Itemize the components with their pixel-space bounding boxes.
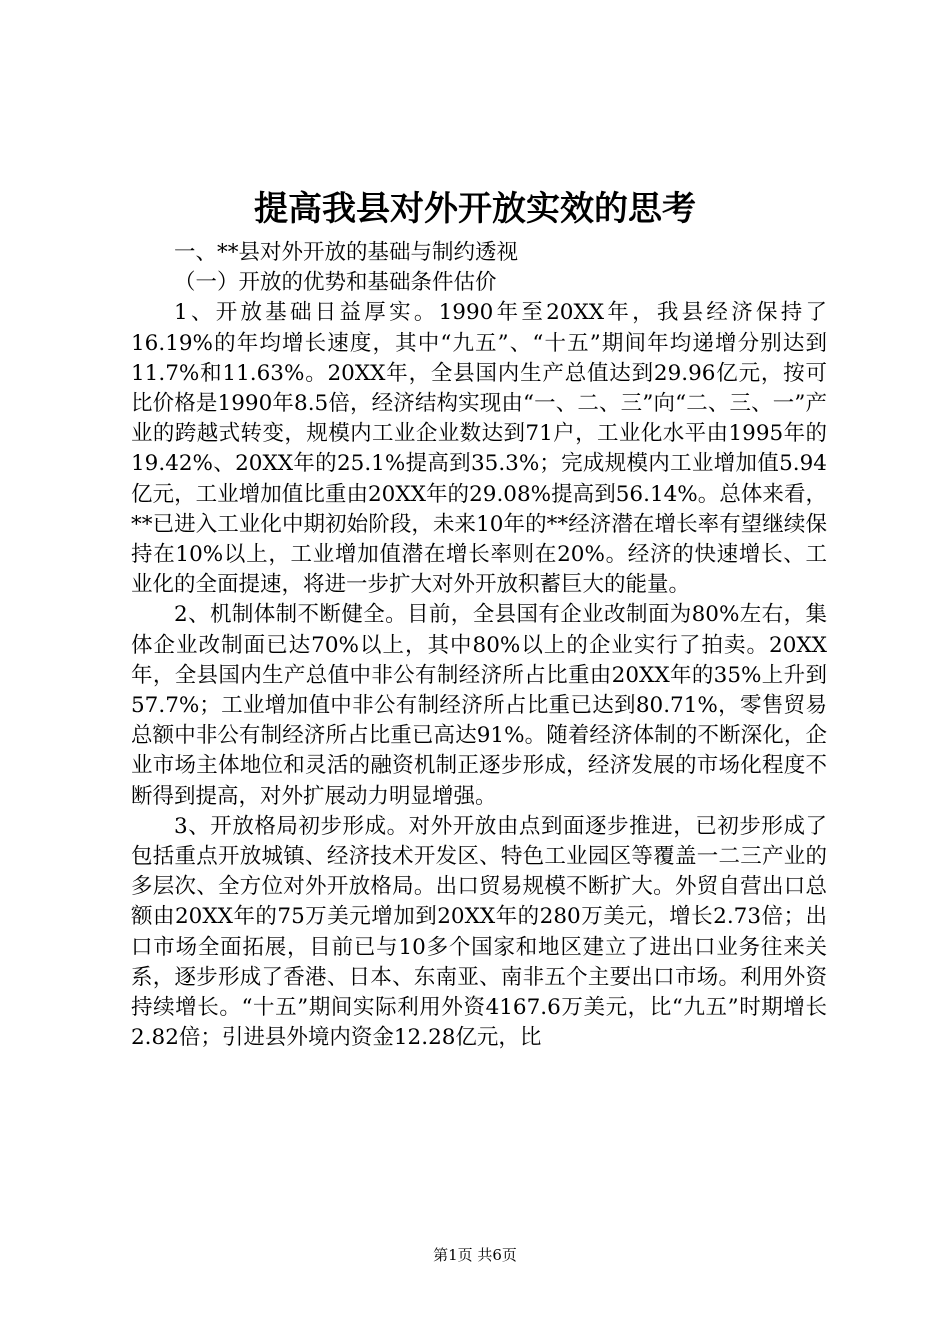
section-heading: 一、**县对外开放的基础与制约透视 (174, 240, 519, 265)
paragraph-3: 3、开放格局初步形成。对外开放由点到面逐步推进，已初步形成了包括重点开放城镇、经济技术开发区、特色工业园区等覆盖一二三产业的多层次、全方位对外开放格局。出口贸易规模不断扩大。外贸自营出口总额由20XX年的75万美元增加到20XX年的280万美元，增长2.73倍；出口市场全面拓展，目前已与10多个国家和地区建立了进出口业务往来关系，逐步形成了香港、日本、东南亚、南非五个主要出口市场。利用外资持续增长。“十五”期间实际利用外资4167.6万美元，比“九五”时期增长2.82倍；引进县外境内资金12.28亿元，比 (131, 813, 827, 1051)
paragraph-1: 1、开放基础日益厚实。1990年至20XX年，我县经济保持了16.19%的年均增长速度，其中“九五”、“十五”期间年均递增分别达到11.7%和11.63%。20XX年，全县国内生产总值达到29.96亿元，按可比价格是1990年8.5倍，经济结构实现由“一、二、三”向“二、三、一”产业的跨越式转变，规模内工业企业数达到71户，工业化水平由1995年的19.42%、20XX年的25.1%提高到35.3%；完成规模内工业增加值5.94亿元，工业增加值比重由20XX年的29.08%提高到56.14%。总体来看，**已进入工业化中期初始阶段，未来10年的**经济潜在增长率有望继续保持在10%以上，工业增加值潜在增长率则在20%。经济的快速增长、工业化的全面提速，将进一步扩大对外开放积蓄巨大的能量。 (131, 300, 827, 598)
document-title: 提高我县对外开放实效的思考 (254, 189, 696, 229)
page-footer: 第1页 共6页 (433, 1246, 517, 1264)
document-body (131, 238, 827, 1053)
paragraph-2: 2、机制体制不断健全。目前，全县国有企业改制面为80%左右，集体企业改制面已达70%以上，其中80%以上的企业实行了拍卖。20XX年，全县国内生产总值中非公有制经济所占比重由20XX年的35%上升到57.7%；工业增加值中非公有制经济所占比重已达到80.71%，零售贸易总额中非公有制经济所占比重已高达91%。随着经济体制的不断深化，企业市场主体地位和灵活的融资机制正逐步形成，经济发展的市场化程度不断得到提高，对外扩展动力明显增强。 (131, 602, 827, 809)
subsection-heading: （一）开放的优势和基础条件估价 (174, 270, 497, 296)
